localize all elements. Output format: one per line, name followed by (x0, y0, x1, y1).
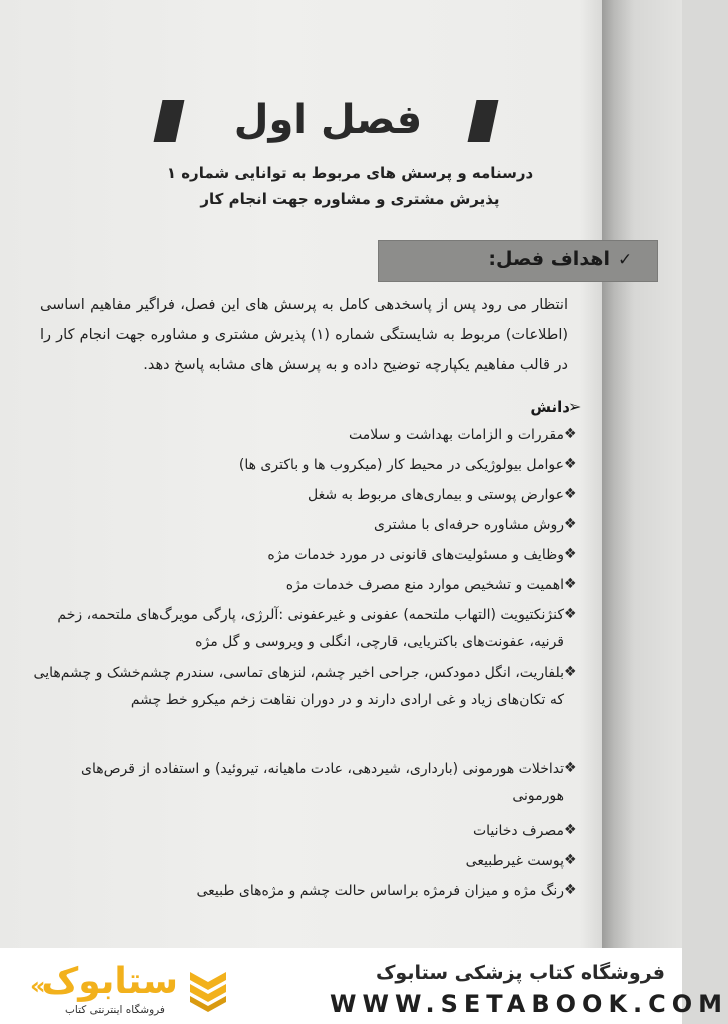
diamond-bullet-icon: ❖ (564, 852, 577, 868)
knowledge-heading: دانش (530, 398, 570, 416)
diamond-bullet-icon: ❖ (564, 546, 577, 562)
knowledge-item: مصرف دخانیات (472, 823, 564, 839)
diamond-bullet-icon: ❖ (564, 486, 577, 502)
chapter-subtitle-line1: درسنامه و پرسش های مربوط به توانایی شماره ۱ (166, 164, 534, 182)
knowledge-item: روش مشاوره حرفه‌ای با مشتری (373, 517, 564, 533)
diamond-bullet-icon: ❖ (564, 882, 577, 898)
knowledge-item: رنگ مژه و میزان فرمژه براساس حالت چشم و مژه‌های طبیعی (196, 883, 564, 899)
knowledge-item: وظایف و مسئولیت‌های قانونی در مورد خدمات مژه (267, 547, 564, 563)
store-url[interactable]: WWW.SETABOOK.COM (330, 990, 728, 1018)
knowledge-item: کنژنکتیویت (التهاب ملتحمه) عفونی و غیرعفونی :آلرژی، پارگی مویرگ‌های ملتحمه، زخم قرنیه، عفونت‌های باکتریایی، قارچی، انگلی و ویروسی و گل مژه (57, 607, 564, 650)
diamond-bullet-icon: ❖ (564, 760, 577, 776)
diamond-bullet-icon: ❖ (564, 426, 577, 442)
check-icon: ✓ (618, 250, 633, 270)
store-logo-caption: فروشگاه اینترنتی کتاب (65, 1004, 165, 1016)
arrow-bullet-icon: ➢ (568, 397, 582, 416)
goals-heading: اهداف فصل: (488, 248, 610, 270)
page-spine-shadow (602, 0, 682, 948)
store-logo-text: ستابوک (41, 961, 178, 1002)
knowledge-item: اهمیت و تشخیص موارد منع مصرف خدمات مژه (285, 577, 564, 593)
diamond-bullet-icon: ❖ (564, 456, 577, 472)
chapter-subtitle-line2: پذیرش مشتری و مشاوره جهت انجام کار (200, 190, 500, 208)
logo-chevrons: « (30, 972, 46, 1000)
store-name: فروشگاه کتاب پزشکی ستابوک (375, 962, 665, 984)
knowledge-item: تداخلات هورمونی (بارداری، شیردهی، عادت ماهیانه، تیروئید) و استفاده از قرص‌های هورمونی (81, 761, 564, 804)
chapter-title: فصل اول (233, 97, 423, 143)
diamond-bullet-icon: ❖ (564, 516, 577, 532)
diamond-bullet-icon: ❖ (564, 576, 577, 592)
knowledge-item: عوارض پوستی و بیماری‌های مربوط به شغل (308, 487, 564, 503)
knowledge-item: پوست غیرطبیعی (465, 853, 564, 869)
book-logo-icon (186, 966, 230, 1012)
knowledge-item: مقررات و الزامات بهداشت و سلامت (348, 427, 564, 443)
diamond-bullet-icon: ❖ (564, 606, 577, 622)
diamond-bullet-icon: ❖ (564, 664, 577, 680)
knowledge-item: بلفاریت، انگل دمودکس، جراحی اخیر چشم، لنزهای تماسی، سندرم چشم‌خشک و چشم‌هایی که تکان‌های زیاد و غی ارادی دارند و در دوران نقاهت زخم میکرو خط چشم (33, 665, 564, 708)
goals-paragraph: انتظار می رود پس از پاسخدهی کامل به پرسش های این فصل، فراگیر مفاهیم اساسی (اطلاعات) مربوط به شایستگی شماره (۱) پذیرش مشتری و مشاوره جهت انجام کار را در قالب مفاهیم یکپارچه توضیح داده و به پرسش های مشابه پاسخ دهد. (40, 297, 569, 373)
diamond-bullet-icon: ❖ (564, 822, 577, 838)
knowledge-item: عوامل بیولوژیکی در محیط کار (میکروب ها و باکتری ها) (238, 457, 564, 473)
